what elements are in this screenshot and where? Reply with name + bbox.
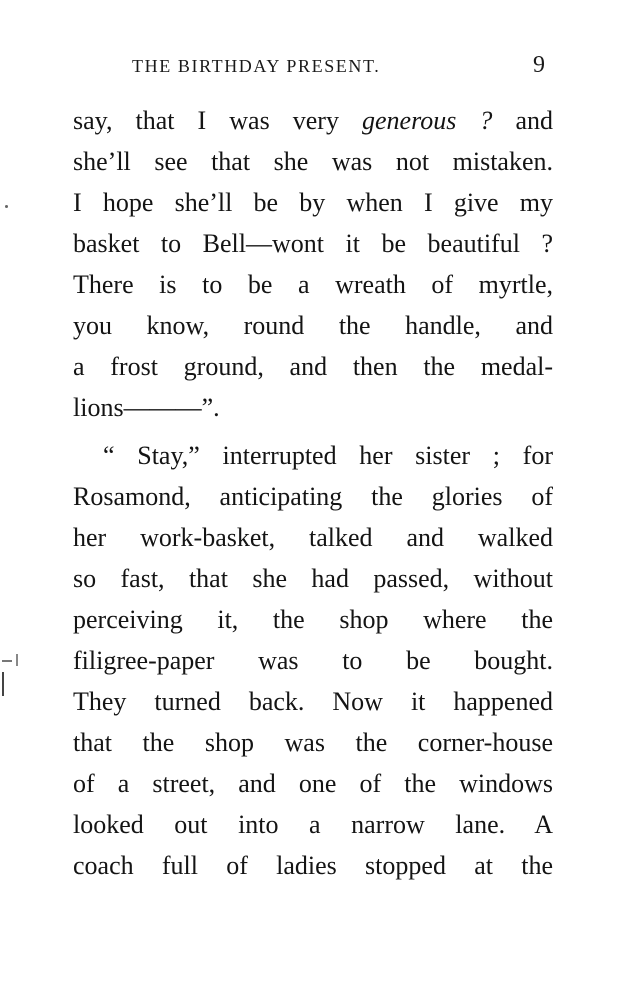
margin-speck (2, 672, 4, 696)
italic-word: generous ? (362, 106, 493, 135)
text-line (73, 100, 553, 141)
margin-speck (2, 660, 12, 662)
text-line: looked out into a narrow lane. A (73, 810, 553, 839)
text-line: her work-basket, talked and walked (73, 523, 553, 552)
text-line: perceiving it, the shop where the (73, 605, 553, 634)
text-line: They turned back. Now it happened (73, 687, 553, 716)
margin-speck (5, 205, 8, 208)
text-line: coach full of ladies stopped at the (73, 851, 553, 880)
text-line: that the shop was the corner-house (73, 728, 553, 757)
text-line: filigree-paper was to be bought. (73, 646, 553, 675)
body-text (73, 100, 553, 886)
margin-speck (16, 654, 18, 666)
running-head: THE BIRTHDAY PRESENT. (132, 56, 381, 76)
text-line: basket to Bell—wont it be beautiful ? (73, 229, 553, 258)
page-number: 9 (533, 52, 545, 78)
text-span: and (492, 106, 553, 135)
text-line: she’ll see that she was not mistaken. (73, 147, 553, 176)
text-line: There is to be a wreath of myrtle, (73, 270, 553, 299)
text-line: I hope she’ll be by when I give my (73, 188, 553, 217)
text-line: of a street, and one of the windows (73, 769, 553, 798)
text-line: so fast, that she had passed, without (73, 564, 553, 593)
text-line: you know, round the handle, and (73, 311, 553, 340)
text-span: say, that I was very (73, 106, 362, 135)
text-line: Rosamond, anticipating the glories of (73, 482, 553, 511)
text-line: lions———”. (73, 393, 220, 422)
text-line: a frost ground, and then the medal- (73, 352, 553, 381)
paragraph-start-line: “ Stay,” interrupted her sister ; for (103, 441, 553, 470)
